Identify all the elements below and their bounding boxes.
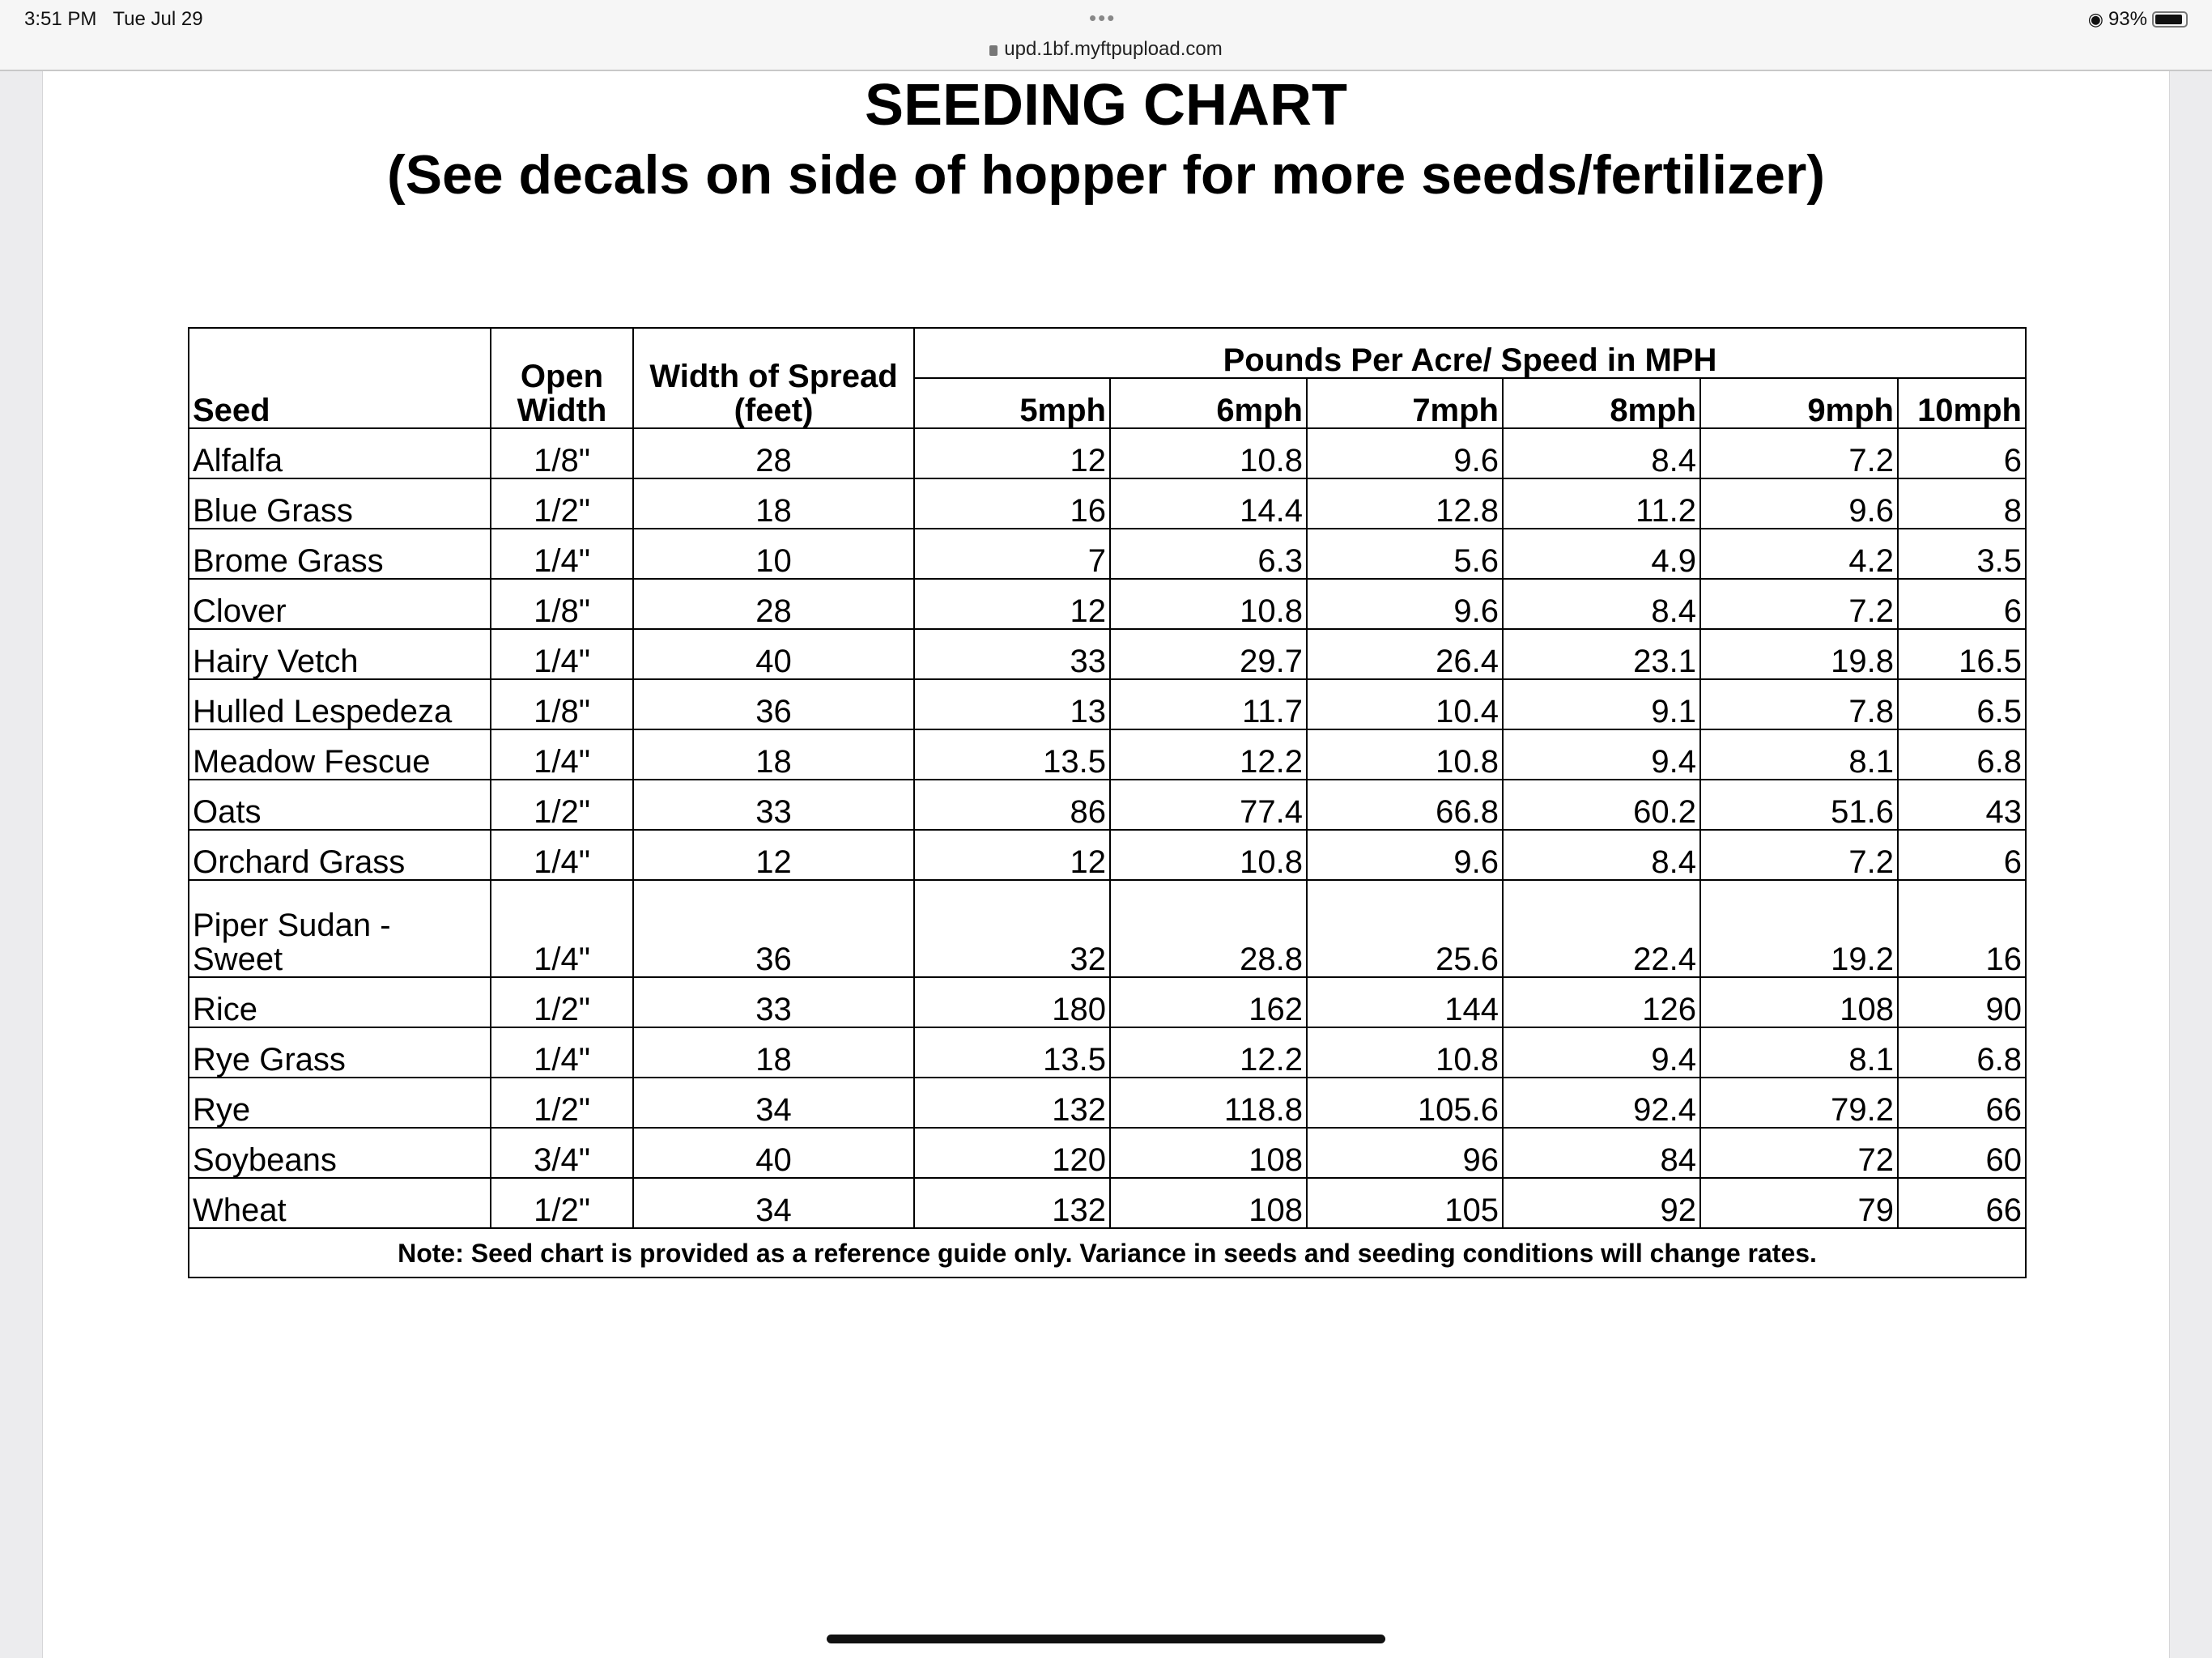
rate-cell: 6.5 [1898,679,2026,729]
url-text: upd.1bf.myftpupload.com [1004,38,1223,60]
rate-cell: 108 [1700,977,1898,1027]
rate-cell: 6.8 [1898,1027,2026,1078]
rate-cell: 12.2 [1110,1027,1307,1078]
rate-cell: 12.2 [1110,729,1307,780]
rate-cell: 19.2 [1700,880,1898,977]
spread-width: 28 [633,428,914,478]
note-row [189,1228,2026,1278]
header-speed: 9mph [1700,378,1898,428]
open-width: 1/8" [491,428,633,478]
rate-cell: 108 [1110,1178,1307,1228]
rate-cell: 13 [914,679,1110,729]
rate-cell: 11.2 [1503,478,1700,529]
spread-width: 18 [633,729,914,780]
rate-cell: 132 [914,1078,1110,1128]
rate-cell: 4.2 [1700,529,1898,579]
rate-cell: 16.5 [1898,629,2026,679]
rate-cell: 66.8 [1307,780,1503,830]
table-row [189,478,2026,529]
seed-name: Rye [189,1078,491,1128]
rate-cell: 10.8 [1110,579,1307,629]
rate-cell: 6 [1898,428,2026,478]
open-width: 1/8" [491,679,633,729]
open-width: 1/4" [491,629,633,679]
open-width: 1/8" [491,579,633,629]
rate-cell: 16 [914,478,1110,529]
table-row [189,977,2026,1027]
rate-cell: 10.8 [1110,428,1307,478]
rate-cell: 132 [914,1178,1110,1228]
seed-name: Blue Grass [189,478,491,529]
rate-cell: 7.2 [1700,428,1898,478]
rate-cell: 72 [1700,1128,1898,1178]
table-row [189,830,2026,880]
document-title: SEEDING CHART [864,73,1348,138]
spread-width: 12 [633,830,914,880]
header-open-width: Open Width [491,328,633,428]
rate-cell: 105.6 [1307,1078,1503,1128]
rate-cell: 126 [1503,977,1700,1027]
rate-cell: 60.2 [1503,780,1700,830]
rate-cell: 22.4 [1503,880,1700,977]
rate-cell: 16 [1898,880,2026,977]
table-row [189,679,2026,729]
rate-cell: 14.4 [1110,478,1307,529]
table-row [189,1078,2026,1128]
table-row [189,529,2026,579]
rate-cell: 77.4 [1110,780,1307,830]
spread-width: 34 [633,1078,914,1128]
open-width: 1/4" [491,529,633,579]
rate-cell: 118.8 [1110,1078,1307,1128]
open-width: 1/2" [491,1078,633,1128]
rate-cell: 10.4 [1307,679,1503,729]
seeding-table [188,327,2027,1278]
rate-cell: 32 [914,880,1110,977]
status-bar [0,0,2212,71]
open-width: 1/4" [491,1027,633,1078]
table-row [189,1027,2026,1078]
open-width: 1/4" [491,729,633,780]
rate-cell: 4.9 [1503,529,1700,579]
address-bar[interactable] [810,37,1402,62]
battery-percent: 93% [2108,8,2147,30]
spread-width: 18 [633,1027,914,1078]
rate-cell: 162 [1110,977,1307,1027]
rate-cell: 6.3 [1110,529,1307,579]
spread-width: 18 [633,478,914,529]
rate-cell: 8.4 [1503,830,1700,880]
more-dots-icon[interactable]: ••• [1089,6,1117,30]
rate-cell: 29.7 [1110,629,1307,679]
rate-cell: 12.8 [1307,478,1503,529]
rate-cell: 7.2 [1700,579,1898,629]
rate-cell: 8.1 [1700,1027,1898,1078]
rate-cell: 9.6 [1307,830,1503,880]
spread-width: 10 [633,529,914,579]
rate-cell: 9.1 [1503,679,1700,729]
status-time: 3:51 PM Tue Jul 29 [24,8,203,30]
seed-name: Orchard Grass [189,830,491,880]
rate-cell: 180 [914,977,1110,1027]
spread-width: 28 [633,579,914,629]
seed-name: Oats [189,780,491,830]
seed-name: Hairy Vetch [189,629,491,679]
seed-name: Hulled Lespedeza [189,679,491,729]
rate-cell: 10.8 [1307,1027,1503,1078]
seed-name: Clover [189,579,491,629]
rate-cell: 13.5 [914,729,1110,780]
table-note: Note: Seed chart is provided as a reference guide only. Variance in seeds and seeding conditions will change rates. [189,1228,2026,1278]
header-speed: 10mph [1898,378,2026,428]
rate-cell: 13.5 [914,1027,1110,1078]
lock-icon [989,45,998,56]
spread-width: 33 [633,780,914,830]
rate-cell: 79 [1700,1178,1898,1228]
rate-cell: 84 [1503,1128,1700,1178]
document-subtitle: (See decals on side of hopper for more seeds/fertilizer) [386,144,1826,206]
rate-cell: 12 [914,428,1110,478]
rate-cell: 23.1 [1503,629,1700,679]
table-row [189,880,2026,977]
table-row [189,729,2026,780]
rate-cell: 10.8 [1110,830,1307,880]
table-row [189,579,2026,629]
rate-cell: 96 [1307,1128,1503,1178]
rate-cell: 108 [1110,1128,1307,1178]
rate-cell: 7.2 [1700,830,1898,880]
rate-cell: 3.5 [1898,529,2026,579]
header-row [189,328,2026,378]
header-speed: 8mph [1503,378,1700,428]
open-width: 1/2" [491,977,633,1027]
rate-cell: 12 [914,830,1110,880]
open-width: 1/2" [491,780,633,830]
rate-cell: 6 [1898,830,2026,880]
rate-cell: 144 [1307,977,1503,1027]
spread-width: 40 [633,629,914,679]
rate-cell: 8.4 [1503,428,1700,478]
rate-cell: 120 [914,1128,1110,1178]
table-row [189,1128,2026,1178]
rate-cell: 7 [914,529,1110,579]
table-row [189,1178,2026,1228]
home-indicator[interactable] [827,1635,1385,1643]
rate-cell: 90 [1898,977,2026,1027]
rate-cell: 26.4 [1307,629,1503,679]
seed-name: Meadow Fescue [189,729,491,780]
rate-cell: 5.6 [1307,529,1503,579]
wifi-icon: ◉ [2087,9,2104,29]
open-width: 1/2" [491,1178,633,1228]
rate-cell: 6.8 [1898,729,2026,780]
spread-width: 36 [633,880,914,977]
seed-name: Soybeans [189,1128,491,1178]
seed-name: Alfalfa [189,428,491,478]
header-speed: 5mph [914,378,1110,428]
battery-icon [2152,11,2188,28]
rate-cell: 8.1 [1700,729,1898,780]
rate-cell: 51.6 [1700,780,1898,830]
rate-cell: 28.8 [1110,880,1307,977]
rate-cell: 9.6 [1700,478,1898,529]
rate-cell: 7.8 [1700,679,1898,729]
rate-cell: 25.6 [1307,880,1503,977]
spread-width: 33 [633,977,914,1027]
rate-cell: 8 [1898,478,2026,529]
rate-cell: 8.4 [1503,579,1700,629]
rate-cell: 79.2 [1700,1078,1898,1128]
rate-cell: 33 [914,629,1110,679]
spread-width: 40 [633,1128,914,1178]
rate-cell: 86 [914,780,1110,830]
rate-cell: 105 [1307,1178,1503,1228]
seed-name: Wheat [189,1178,491,1228]
open-width: 1/4" [491,830,633,880]
seed-name: Rye Grass [189,1027,491,1078]
rate-cell: 92.4 [1503,1078,1700,1128]
rate-cell: 60 [1898,1128,2026,1178]
header-speed: 6mph [1110,378,1307,428]
rate-cell: 66 [1898,1178,2026,1228]
header-seed: Seed [189,328,491,428]
table-row [189,629,2026,679]
status-right [2088,8,2188,31]
rate-cell: 43 [1898,780,2026,830]
seed-name: Brome Grass [189,529,491,579]
header-pounds-per-acre: Pounds Per Acre/ Speed in MPH [914,328,2026,378]
table-row [189,428,2026,478]
rate-cell: 10.8 [1307,729,1503,780]
rate-cell: 9.6 [1307,579,1503,629]
seed-name: Rice [189,977,491,1027]
spread-width: 34 [633,1178,914,1228]
rate-cell: 19.8 [1700,629,1898,679]
rate-cell: 9.6 [1307,428,1503,478]
header-speed: 7mph [1307,378,1503,428]
spread-width: 36 [633,679,914,729]
rate-cell: 11.7 [1110,679,1307,729]
rate-cell: 92 [1503,1178,1700,1228]
open-width: 1/4" [491,880,633,977]
rate-cell: 6 [1898,579,2026,629]
open-width: 3/4" [491,1128,633,1178]
header-spread: Width of Spread (feet) [633,328,914,428]
rate-cell: 66 [1898,1078,2026,1128]
rate-cell: 9.4 [1503,729,1700,780]
open-width: 1/2" [491,478,633,529]
seed-name: Piper Sudan - Sweet [189,880,491,977]
rate-cell: 12 [914,579,1110,629]
rate-cell: 9.4 [1503,1027,1700,1078]
table-row [189,780,2026,830]
